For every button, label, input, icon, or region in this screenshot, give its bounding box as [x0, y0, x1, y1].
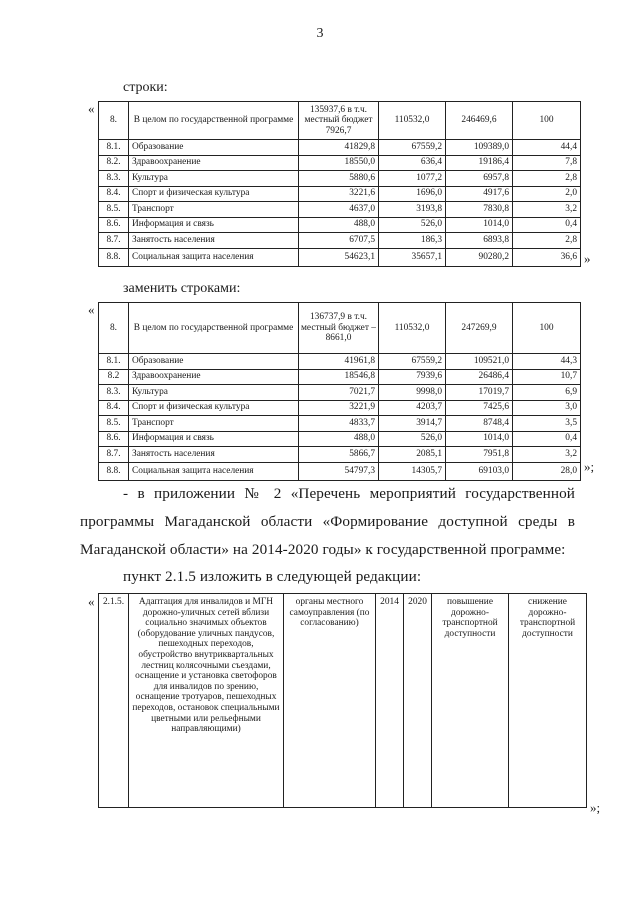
cell-code: 8.7.: [99, 233, 129, 249]
cell-code: 2.1.5.: [99, 594, 129, 808]
cell-code: 8.4.: [99, 400, 129, 416]
quote-open-1: «: [88, 101, 95, 116]
cell-code: 8.6.: [99, 217, 129, 233]
header-total: 135937,6 в т.ч. местный бюджет 7926,7: [299, 102, 379, 140]
cell-v3: 7830,8: [446, 202, 513, 218]
cell-v4: 0,4: [513, 217, 581, 233]
cell-v2: 4203,7: [379, 400, 446, 416]
table-row: [99, 233, 581, 249]
cell-code: 8.8.: [99, 248, 129, 266]
cell-name: Спорт и физическая культура: [129, 186, 299, 202]
cell-code: 8.5.: [99, 416, 129, 432]
cell-name: Социальная защита населения: [129, 248, 299, 266]
cell-v1: 41829,8: [299, 140, 379, 156]
cell-v1: 5866,7: [299, 447, 379, 463]
cell-name: Занятость населения: [129, 233, 299, 249]
cell-year-start: 2014: [376, 594, 404, 808]
table-row: [99, 416, 581, 432]
cell-v1: 54623,1: [299, 248, 379, 266]
cell-v4: 10,7: [513, 369, 581, 385]
cell-v4: 2,8: [513, 233, 581, 249]
table-row: [99, 447, 581, 463]
table-row: [99, 369, 581, 385]
header-name: В целом по государственной программе: [129, 303, 299, 354]
cell-v3: 1014,0: [446, 217, 513, 233]
cell-v1: 6707,5: [299, 233, 379, 249]
table-row: [99, 248, 581, 266]
cell-v1: 7021,7: [299, 385, 379, 401]
page-number: 3: [316, 26, 324, 41]
cell-v1: 41961,8: [299, 354, 379, 370]
table-row: [99, 217, 581, 233]
cell-v4: 44,4: [513, 140, 581, 156]
cell-v2: 3914,7: [379, 416, 446, 432]
cell-name: Социальная защита населения: [129, 462, 299, 480]
table-row: [99, 155, 581, 171]
cell-v3: 7425,6: [446, 400, 513, 416]
cell-v2: 3193,8: [379, 202, 446, 218]
cell-name: Занятость населения: [129, 447, 299, 463]
table-row: [99, 140, 581, 156]
cell-v4: 2,0: [513, 186, 581, 202]
cell-name: Информация и связь: [129, 217, 299, 233]
cell-v4: 0,4: [513, 431, 581, 447]
cell-v1: 488,0: [299, 217, 379, 233]
cell-name: Образование: [129, 140, 299, 156]
cell-v1: 4833,7: [299, 416, 379, 432]
table-row: [99, 462, 581, 480]
cell-v4: 3,5: [513, 416, 581, 432]
cell-code: 8.1.: [99, 140, 129, 156]
cell-v2: 2085,1: [379, 447, 446, 463]
header-code: 8.: [99, 102, 129, 140]
table-row: [99, 171, 581, 187]
cell-v2: 526,0: [379, 217, 446, 233]
table-row: [99, 202, 581, 218]
cell-code: 8.7.: [99, 447, 129, 463]
cell-v4: 28,0: [513, 462, 581, 480]
cell-v2: 35657,1: [379, 248, 446, 266]
cell-name: Спорт и физическая культура: [129, 400, 299, 416]
cell-v1: 54797,3: [299, 462, 379, 480]
cell-measure-name: Адаптация для инвалидов и МГН дорожно-уличных сетей вблизи социально значимых объектов (оборудование уличных пандусов, пешеходных переходов, обустройство внутриквартальных лестниц колясочными съездами, оснащение и установка светофоров для инвалидов по зрению, оснащение тротуаров, пешеходных переходов, остановок специальными цветными или рельефными направляющими): [129, 594, 284, 808]
cell-result-1: повышение дорожно-транспортной доступности: [432, 594, 509, 808]
cell-v3: 26486,4: [446, 369, 513, 385]
cell-v1: 3221,6: [299, 186, 379, 202]
cell-v3: 90280,2: [446, 248, 513, 266]
cell-v3: 17019,7: [446, 385, 513, 401]
table-header-row: [99, 102, 581, 140]
table-header-row: [99, 303, 581, 354]
table-row: [99, 431, 581, 447]
cell-v1: 488,0: [299, 431, 379, 447]
section-heading-punkt: пункт 2.1.5 изложить в следующей редакции:: [123, 568, 422, 585]
header-v4: 100: [513, 303, 581, 354]
cell-code: 8.2: [99, 369, 129, 385]
cell-year-end: 2020: [404, 594, 432, 808]
cell-code: 8.2.: [99, 155, 129, 171]
cell-code: 8.5.: [99, 202, 129, 218]
cell-v3: 6957,8: [446, 171, 513, 187]
cell-executor: органы местного самоуправления (по согласованию): [284, 594, 376, 808]
cell-v1: 3221,9: [299, 400, 379, 416]
cell-v2: 1696,0: [379, 186, 446, 202]
cell-result-2: снижение дорожно-транспортной доступности: [509, 594, 587, 808]
cell-name: Здравоохранение: [129, 369, 299, 385]
cell-v1: 18550,0: [299, 155, 379, 171]
cell-v3: 8748,4: [446, 416, 513, 432]
cell-v4: 3,0: [513, 400, 581, 416]
cell-v4: 7,8: [513, 155, 581, 171]
header-v4: 100: [513, 102, 581, 140]
cell-v1: 18546,8: [299, 369, 379, 385]
cell-v2: 67559,2: [379, 354, 446, 370]
cell-v3: 69103,0: [446, 462, 513, 480]
table-original-rows: [98, 101, 581, 267]
cell-v4: 36,6: [513, 248, 581, 266]
table-row: [99, 186, 581, 202]
cell-v2: 67559,2: [379, 140, 446, 156]
table-row: [99, 354, 581, 370]
cell-code: 8.3.: [99, 385, 129, 401]
quote-close-3: »;: [590, 800, 601, 815]
header-v2: 110532,0: [379, 303, 446, 354]
table-replacement-rows: [98, 302, 581, 481]
cell-v1: 4637,0: [299, 202, 379, 218]
cell-code: 8.8.: [99, 462, 129, 480]
cell-code: 8.1.: [99, 354, 129, 370]
table-row: [99, 385, 581, 401]
table-row: [99, 400, 581, 416]
cell-v4: 2,8: [513, 171, 581, 187]
header-name: В целом по государственной программе: [129, 102, 299, 140]
table-row: [99, 594, 587, 808]
cell-v2: 636,4: [379, 155, 446, 171]
section-heading-zamenit: заменить строками:: [123, 281, 241, 296]
cell-v1: 5880,6: [299, 171, 379, 187]
quote-close-1: »: [584, 251, 591, 266]
header-code: 8.: [99, 303, 129, 354]
cell-v2: 14305,7: [379, 462, 446, 480]
cell-code: 8.6.: [99, 431, 129, 447]
cell-v2: 7939,6: [379, 369, 446, 385]
cell-name: Культура: [129, 385, 299, 401]
cell-v3: 19186,4: [446, 155, 513, 171]
cell-v2: 186,3: [379, 233, 446, 249]
cell-name: Транспорт: [129, 416, 299, 432]
paragraph-line-1: - в приложении № 2 «Перечень мероприятий государственной: [123, 485, 575, 502]
quote-open-3: «: [88, 594, 95, 609]
cell-v2: 9998,0: [379, 385, 446, 401]
cell-name: Информация и связь: [129, 431, 299, 447]
quote-open-2: «: [88, 302, 95, 317]
cell-v4: 3,2: [513, 447, 581, 463]
paragraph-line-2: программы Магаданской области «Формирование доступной среды в: [80, 513, 575, 530]
cell-v3: 109521,0: [446, 354, 513, 370]
cell-v3: 6893,8: [446, 233, 513, 249]
cell-v2: 526,0: [379, 431, 446, 447]
cell-v4: 44,3: [513, 354, 581, 370]
cell-v3: 1014,0: [446, 431, 513, 447]
cell-name: Транспорт: [129, 202, 299, 218]
table-punkt-2-1-5: [98, 593, 587, 808]
cell-name: Здравоохранение: [129, 155, 299, 171]
cell-v4: 3,2: [513, 202, 581, 218]
quote-close-2: »;: [584, 459, 595, 474]
header-v3: 247269,9: [446, 303, 513, 354]
cell-name: Образование: [129, 354, 299, 370]
header-v2: 110532,0: [379, 102, 446, 140]
section-heading-stroki: строки:: [123, 80, 168, 95]
cell-v2: 1077,2: [379, 171, 446, 187]
cell-code: 8.3.: [99, 171, 129, 187]
header-total: 136737,9 в т.ч. местный бюджет – 8661,0: [299, 303, 379, 354]
cell-name: Культура: [129, 171, 299, 187]
cell-v3: 7951,8: [446, 447, 513, 463]
cell-code: 8.4.: [99, 186, 129, 202]
header-v3: 246469,6: [446, 102, 513, 140]
cell-v4: 6,9: [513, 385, 581, 401]
cell-v3: 109389,0: [446, 140, 513, 156]
cell-v3: 4917,6: [446, 186, 513, 202]
paragraph-line-3: Магаданской области» на 2014-2020 годы» к государственной программе:: [80, 541, 566, 558]
